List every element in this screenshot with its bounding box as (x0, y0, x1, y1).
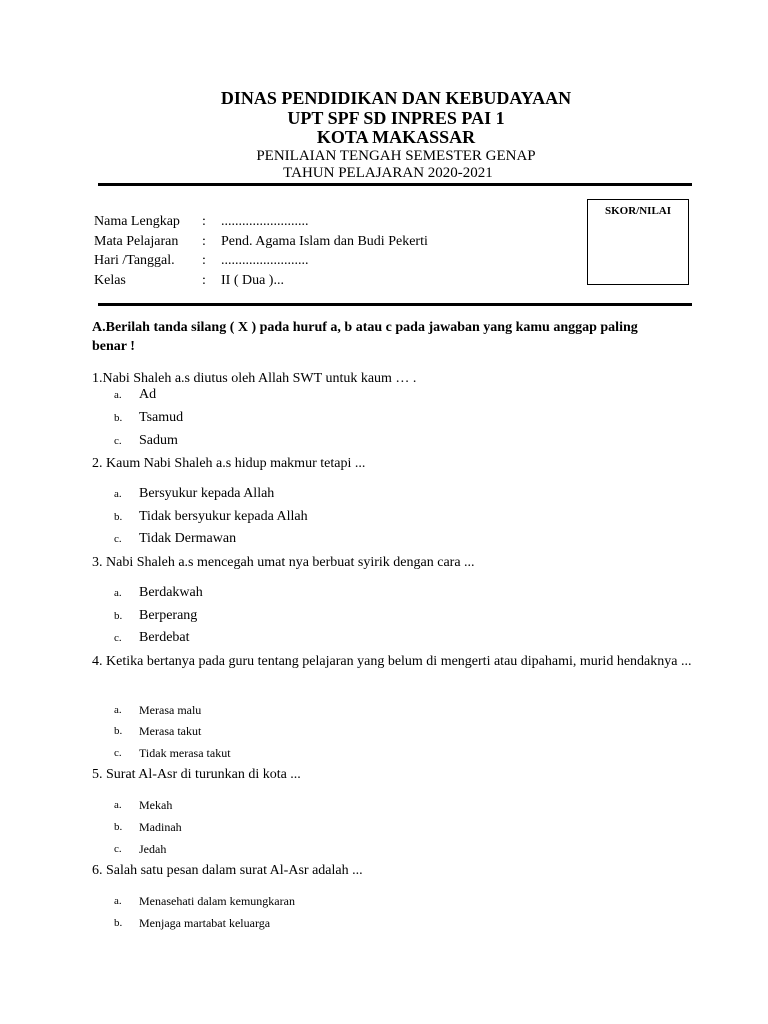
info-colon: : (202, 253, 206, 268)
option-letter: b. (114, 821, 123, 833)
option-letter: c. (114, 435, 122, 447)
option-text: Mekah (139, 798, 173, 812)
info-value: ......................... (221, 253, 309, 268)
score-box (587, 199, 689, 285)
header-city: KOTA MAKASSAR (316, 127, 476, 147)
question-5: 5. Surat Al-Asr di turunkan di kota ... (92, 767, 301, 782)
score-box-label: SKOR/NILAI (604, 205, 672, 217)
header-institution: DINAS PENDIDIKAN DAN KEBUDAYAAN (220, 88, 572, 108)
option-letter: a. (114, 799, 122, 811)
info-value: Pend. Agama Islam dan Budi Pekerti (221, 234, 428, 249)
info-divider (98, 303, 692, 306)
option-letter: a. (114, 895, 122, 907)
option-text: Madinah (139, 820, 182, 834)
info-label: Hari /Tanggal. (94, 253, 175, 268)
option-text: Tsamud (139, 410, 184, 425)
option-letter: a. (114, 587, 122, 599)
option-text: Bersyukur kepada Allah (139, 486, 275, 501)
header-school-year: TAHUN PELAJARAN 2020-2021 (283, 165, 493, 181)
info-value: ......................... (221, 214, 309, 229)
option-letter: b. (114, 917, 123, 929)
option-letter: c. (114, 843, 122, 855)
option-letter: a. (114, 389, 122, 401)
option-text: Menasehati dalam kemungkaran (139, 894, 295, 908)
option-text: Merasa takut (139, 724, 202, 738)
option-text: Menjaga martabat keluarga (139, 916, 271, 930)
header-school: UPT SPF SD INPRES PAI 1 (287, 108, 505, 128)
option-letter: b. (114, 412, 123, 424)
question-3: 3. Nabi Shaleh a.s mencegah umat nya berbuat syirik dengan cara ... (92, 555, 475, 570)
option-letter: b. (114, 610, 123, 622)
option-letter: c. (114, 747, 122, 759)
info-value: II ( Dua )... (221, 273, 284, 288)
question-1: 1.Nabi Shaleh a.s diutus oleh Allah SWT untuk kaum … . (92, 371, 417, 386)
info-label: Mata Pelajaran (94, 234, 179, 249)
option-text: Berperang (139, 608, 198, 623)
header-divider (98, 183, 692, 186)
info-colon: : (202, 273, 206, 288)
option-text: Sadum (139, 433, 178, 448)
option-text: Berdebat (139, 630, 190, 645)
question-4: 4. Ketika bertanya pada guru tentang pelajaran yang belum di mengerti atau dipahami, murid hendaknya ... (92, 654, 692, 669)
option-letter: b. (114, 511, 123, 523)
option-text: Merasa malu (139, 703, 202, 717)
info-colon: : (202, 214, 206, 229)
option-text: Berdakwah (139, 585, 203, 600)
option-text: Ad (139, 387, 157, 402)
option-letter: c. (114, 632, 122, 644)
option-letter: c. (114, 533, 122, 545)
header-exam-title: PENILAIAN TENGAH SEMESTER GENAP (256, 148, 536, 164)
info-colon: : (202, 234, 206, 249)
info-label: Kelas (94, 273, 126, 288)
question-2: 2. Kaum Nabi Shaleh a.s hidup makmur tetapi ... (92, 456, 366, 471)
option-text: Tidak bersyukur kepada Allah (139, 509, 308, 524)
instruction-text: A.Berilah tanda silang ( X ) pada huruf a, b atau c pada jawaban yang kamu anggap paling benar ! (92, 320, 638, 354)
option-text: Tidak Dermawan (139, 531, 237, 546)
question-6: 6. Salah satu pesan dalam surat Al-Asr adalah ... (92, 863, 363, 878)
option-text: Jedah (139, 842, 167, 856)
info-label: Nama Lengkap (94, 214, 180, 229)
option-text: Tidak merasa takut (139, 746, 231, 760)
option-letter: a. (114, 704, 122, 716)
option-letter: a. (114, 488, 122, 500)
option-letter: b. (114, 725, 123, 737)
